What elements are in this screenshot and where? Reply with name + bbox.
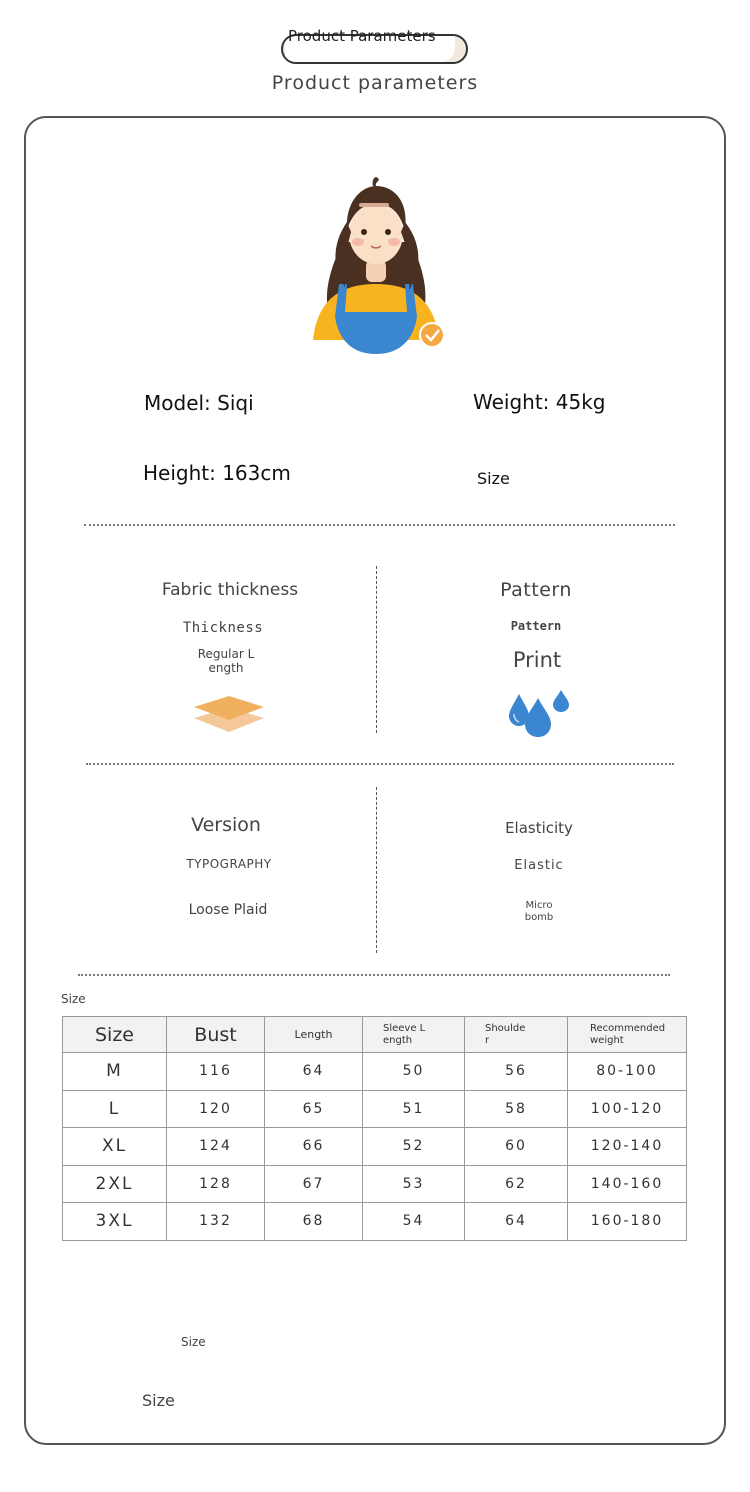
cell-recommended-weight: 100-120	[568, 1090, 687, 1128]
cell-bust: 120	[167, 1090, 265, 1128]
footer-size-label-small: Size	[181, 1335, 206, 1349]
cell-bust: 128	[167, 1165, 265, 1203]
cell-recommended-weight: 140-160	[568, 1165, 687, 1203]
cell-size: 3XL	[63, 1203, 167, 1241]
cell-bust: 132	[167, 1203, 265, 1241]
cell-bust: 124	[167, 1128, 265, 1166]
cell-shoulder: 60	[465, 1128, 568, 1166]
version-subtitle: TYPOGRAPHY	[186, 857, 272, 871]
pattern-title: Pattern	[500, 579, 572, 601]
table-row	[63, 1203, 687, 1241]
cell-sleeve-length: 51	[363, 1090, 465, 1128]
cell-sleeve-length: 53	[363, 1165, 465, 1203]
fabric-value: Regular L ength	[197, 647, 255, 675]
version-title: Version	[191, 814, 261, 836]
footer-size-label-large: Size	[142, 1391, 175, 1410]
cell-recommended-weight: 80-100	[568, 1053, 687, 1091]
cell-size: L	[63, 1090, 167, 1128]
cell-sleeve-length: 54	[363, 1203, 465, 1241]
fabric-subtitle: Thickness	[182, 620, 264, 636]
fabric-title: Fabric thickness	[161, 580, 299, 600]
model-height: Height: 163cm	[143, 461, 291, 485]
header-bust: Bust	[167, 1017, 265, 1053]
model-weight: Weight: 45kg	[473, 390, 606, 414]
cell-shoulder: 56	[465, 1053, 568, 1091]
cell-recommended-weight: 160-180	[568, 1203, 687, 1241]
header-recommended-weight: Recommended weight	[568, 1017, 687, 1053]
cell-size: XL	[63, 1128, 167, 1166]
version-value: Loose Plaid	[188, 902, 268, 918]
divider-3	[78, 974, 670, 976]
elasticity-subtitle: Elastic	[514, 858, 564, 873]
header-pill-label: Product Parameters	[288, 27, 436, 45]
model-size: Size	[477, 469, 510, 488]
header-length: Length	[265, 1017, 363, 1053]
cell-shoulder: 62	[465, 1165, 568, 1203]
cell-recommended-weight: 120-140	[568, 1128, 687, 1166]
divider-1	[84, 524, 675, 526]
pattern-value: Print	[512, 648, 562, 672]
cell-length: 64	[265, 1053, 363, 1091]
vertical-divider-1	[376, 566, 377, 733]
pattern-subtitle: Pattern	[510, 619, 562, 633]
cell-length: 68	[265, 1203, 363, 1241]
header-size: Size	[63, 1017, 167, 1053]
cell-length: 65	[265, 1090, 363, 1128]
table-row	[63, 1165, 687, 1203]
table-row	[63, 1128, 687, 1166]
cell-shoulder: 58	[465, 1090, 568, 1128]
cell-bust: 116	[167, 1053, 265, 1091]
page-subtitle: Product parameters	[271, 72, 479, 94]
cell-shoulder: 64	[465, 1203, 568, 1241]
cell-sleeve-length: 52	[363, 1128, 465, 1166]
size-table	[62, 1016, 687, 1241]
cell-length: 67	[265, 1165, 363, 1203]
header-sleeve-length: Sleeve L ength	[363, 1017, 465, 1053]
header-shoulder: Shoulde r	[465, 1017, 568, 1053]
table-header-row	[63, 1017, 687, 1053]
model-avatar-icon	[303, 172, 449, 356]
cell-length: 66	[265, 1128, 363, 1166]
layers-icon	[192, 694, 266, 734]
cell-sleeve-length: 50	[363, 1053, 465, 1091]
elasticity-title: Elasticity	[505, 819, 573, 837]
cell-size: M	[63, 1053, 167, 1091]
model-name: Model: Siqi	[144, 391, 254, 415]
cell-size: 2XL	[63, 1165, 167, 1203]
elasticity-value: Micro bomb	[524, 900, 554, 923]
table-row	[63, 1090, 687, 1128]
divider-2	[86, 763, 674, 765]
water-drops-icon	[507, 690, 571, 740]
vertical-divider-2	[376, 787, 377, 953]
table-row	[63, 1053, 687, 1091]
size-table-label: Size	[61, 992, 86, 1006]
